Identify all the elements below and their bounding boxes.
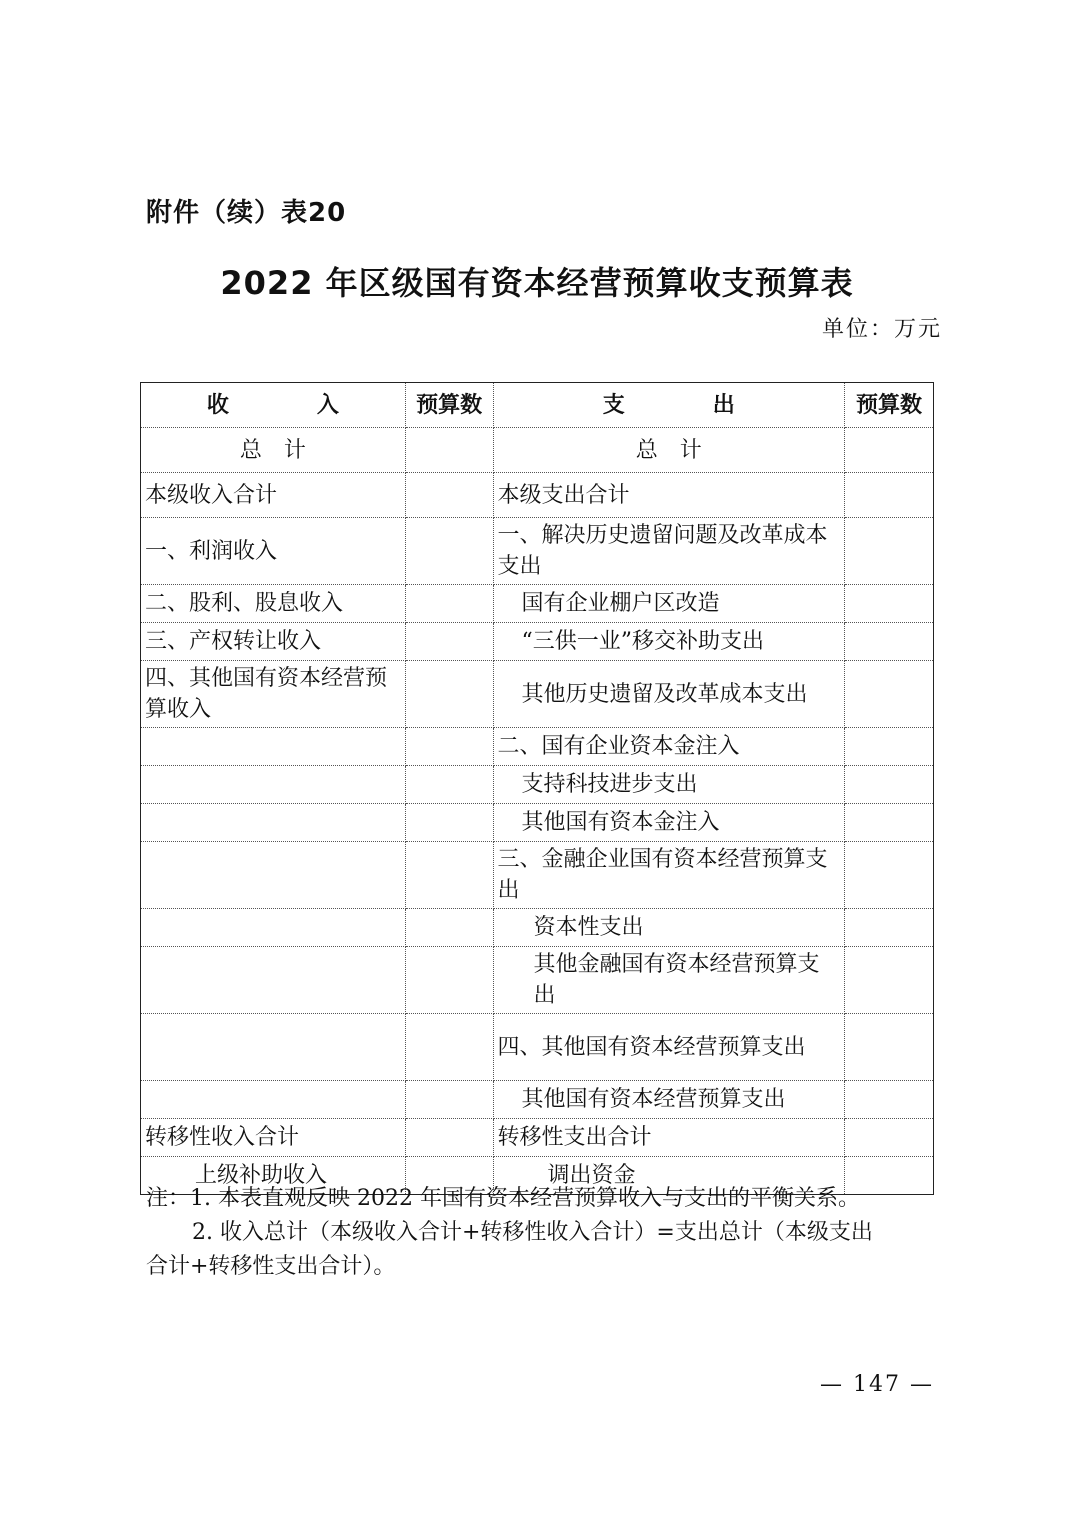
income-budget-cell [405, 518, 493, 585]
income-cell: 上级补助收入 [141, 1157, 406, 1195]
table-row [141, 623, 934, 661]
income-budget-cell [405, 766, 493, 804]
income-budget-cell [405, 842, 493, 909]
income-budget-cell [405, 804, 493, 842]
expense-cell: 一、解决历史遗留问题及改革成本支出 [493, 518, 845, 585]
table-row [141, 909, 934, 947]
expense-cell: 其他金融国有资本经营预算支出 [493, 947, 845, 1014]
income-budget-cell [405, 728, 493, 766]
expense-budget-cell [845, 1081, 934, 1119]
income-total-value [405, 428, 493, 473]
unit-label: 单位：万元 [821, 317, 942, 342]
note-line-3: 合计+转移性支出合计）。 [146, 1254, 396, 1279]
expense-total: 总 计 [493, 428, 845, 473]
expense-cell: 其他国有资本经营预算支出 [493, 1081, 845, 1119]
table-row [141, 1119, 934, 1157]
income-cell [141, 1014, 406, 1081]
header-income: 收 入 [141, 383, 406, 428]
income-budget-cell [405, 947, 493, 1014]
table-row [141, 585, 934, 623]
expense-cell: 资本性支出 [493, 909, 845, 947]
expense-cell: 国有企业棚户区改造 [493, 585, 845, 623]
income-cell [141, 947, 406, 1014]
income-cell [141, 804, 406, 842]
expense-budget-cell [845, 1014, 934, 1081]
expense-cell: 其他历史遗留及改革成本支出 [493, 661, 845, 728]
expense-cell: 调出资金 [493, 1157, 845, 1195]
income-budget-cell [405, 1081, 493, 1119]
income-cell [141, 909, 406, 947]
income-cell [141, 1081, 406, 1119]
budget-table [140, 382, 934, 1195]
expense-budget-cell [845, 661, 934, 728]
table-row [141, 766, 934, 804]
income-cell: 四、其他国有资本经营预算收入 [141, 661, 406, 728]
table-row [141, 947, 934, 1014]
table-row [141, 842, 934, 909]
income-cell: 转移性收入合计 [141, 1119, 406, 1157]
expense-budget-cell [845, 473, 934, 518]
table-row [141, 473, 934, 518]
income-cell: 三、产权转让收入 [141, 623, 406, 661]
expense-budget-cell [845, 1119, 934, 1157]
income-cell [141, 766, 406, 804]
income-cell: 一、利润收入 [141, 518, 406, 585]
income-budget-cell [405, 1014, 493, 1081]
table-row [141, 661, 934, 728]
income-cell [141, 842, 406, 909]
header-expense: 支 出 [493, 383, 845, 428]
expense-budget-cell [845, 842, 934, 909]
income-budget-cell [405, 909, 493, 947]
expense-cell: “三供一业”移交补助支出 [493, 623, 845, 661]
income-budget-cell [405, 623, 493, 661]
income-budget-cell [405, 585, 493, 623]
header-income-budget: 预算数 [405, 383, 493, 428]
page-title: 2022 年区级国有资本经营预算收支预算表 [220, 264, 854, 302]
expense-cell: 二、国有企业资本金注入 [493, 728, 845, 766]
page-number: — 147 — [820, 1372, 934, 1397]
expense-cell: 四、其他国有资本经营预算支出 [493, 1014, 845, 1081]
expense-cell: 三、金融企业国有资本经营预算支出 [493, 842, 845, 909]
table-row [141, 1014, 934, 1081]
table-row [141, 1081, 934, 1119]
expense-budget-cell [845, 947, 934, 1014]
expense-budget-cell [845, 728, 934, 766]
income-budget-cell [405, 661, 493, 728]
header-expense-budget: 预算数 [845, 383, 934, 428]
table-row [141, 728, 934, 766]
expense-cell: 其他国有资本金注入 [493, 804, 845, 842]
expense-budget-cell [845, 766, 934, 804]
expense-budget-cell [845, 518, 934, 585]
income-cell: 本级收入合计 [141, 473, 406, 518]
income-cell [141, 728, 406, 766]
expense-budget-cell [845, 909, 934, 947]
expense-budget-cell [845, 585, 934, 623]
note-line-1: 注：1. 本表直观反映 2022 年国有资本经营预算收入与支出的平衡关系。 [146, 1186, 860, 1211]
table-header-row [141, 383, 934, 428]
total-row [141, 428, 934, 473]
note-line-2: 2. 收入总计（本级收入合计+转移性收入合计）=支出总计（本级支出 [192, 1220, 873, 1245]
income-budget-cell [405, 1119, 493, 1157]
expense-budget-cell [845, 804, 934, 842]
expense-cell: 本级支出合计 [493, 473, 845, 518]
expense-cell: 支持科技进步支出 [493, 766, 845, 804]
attachment-label: 附件（续）表20 [146, 198, 347, 228]
income-budget-cell [405, 473, 493, 518]
expense-budget-cell [845, 623, 934, 661]
table-row [141, 518, 934, 585]
expense-total-value [845, 428, 934, 473]
expense-cell: 转移性支出合计 [493, 1119, 845, 1157]
table-row [141, 804, 934, 842]
income-cell: 二、股利、股息收入 [141, 585, 406, 623]
income-total: 总 计 [141, 428, 406, 473]
